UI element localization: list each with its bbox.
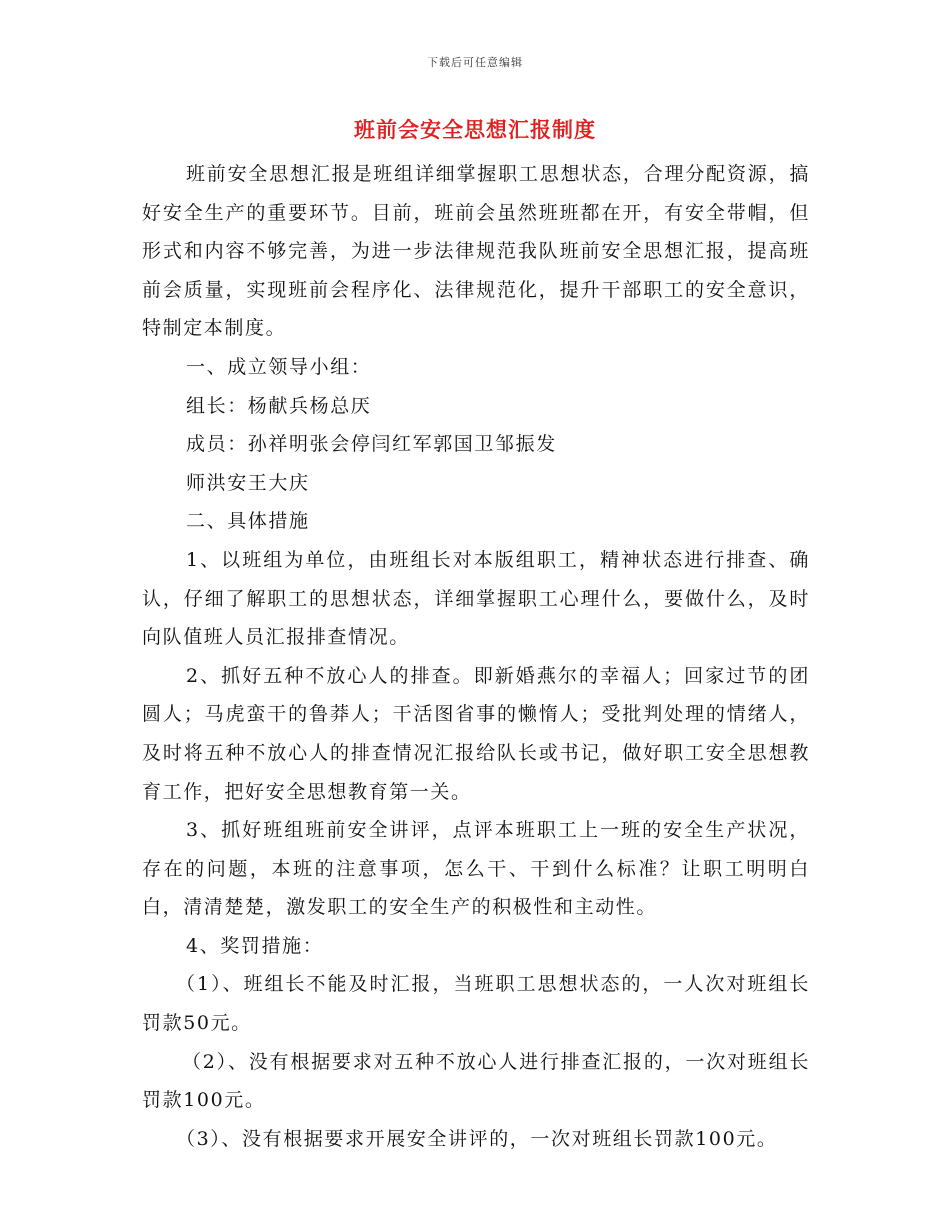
measure-item-2: 2、抓好五种不放心人的排查。即新婚燕尔的幸福人；回家过节的团圆人；马虎蛮干的鲁莽人；干活图省事的懒惰人；受批判处理的情绪人，及时将五种不放心人的排查情况汇报给队长或书记，做好职工安全思想教育工作，把好安全思想教育第一关。 <box>142 664 810 803</box>
header-note: 下载后可任意编辑 <box>427 56 523 69</box>
penalty-item-2: （2）、没有根据要求对五种不放心人进行排查汇报的，一次对班组长罚款100元。 <box>142 1050 810 1112</box>
document-body <box>142 155 810 1158</box>
penalty-item-3: （3）、没有根据要求开展安全讲评的，一次对班组长罚款100元。 <box>176 1127 778 1150</box>
document-title: 班前会安全思想汇报制度 <box>354 117 596 142</box>
measure-item-4: 4、奖罚措施： <box>186 934 324 957</box>
intro-paragraph: 班前安全思想汇报是班组详细掌握职工思想状态，合理分配资源，搞好安全生产的重要环节。目前，班前会虽然班班都在开，有安全带帽，但形式和内容不够完善，为进一步法律规范我队班前安全思想汇报，提高班前会质量，实现班前会程序化、法律规范化，提升干部职工的安全意识，特制定本制度。 <box>142 163 810 340</box>
section-heading-measures: 二、具体措施 <box>186 510 310 533</box>
measure-item-1: 1、以班组为单位，由班组长对本版组职工，精神状态进行排查、确认，仔细了解职工的思想状态，详细掌握职工心理什么，要做什么，及时向队值班人员汇报排查情况。 <box>142 548 810 649</box>
members-line: 成员：孙祥明张会停闫红军郭国卫邹振发 <box>186 433 557 456</box>
section-heading-leadership: 一、成立领导小组： <box>186 355 372 378</box>
penalty-item-1: （1）、班组长不能及时汇报，当班职工思想状态的，一人次对班组长罚款50元。 <box>142 973 810 1035</box>
measure-item-3: 3、抓好班组班前安全讲评，点评本班职工上一班的安全生产状况，存在的问题，本班的注意事项，怎么干、干到什么标准？让职工明明白白，清清楚楚，激发职工的安全生产的积极性和主动性。 <box>142 819 810 919</box>
members-line-continued: 师洪安王大庆 <box>186 471 310 494</box>
leader-line: 组长：杨献兵杨总厌 <box>186 394 372 417</box>
